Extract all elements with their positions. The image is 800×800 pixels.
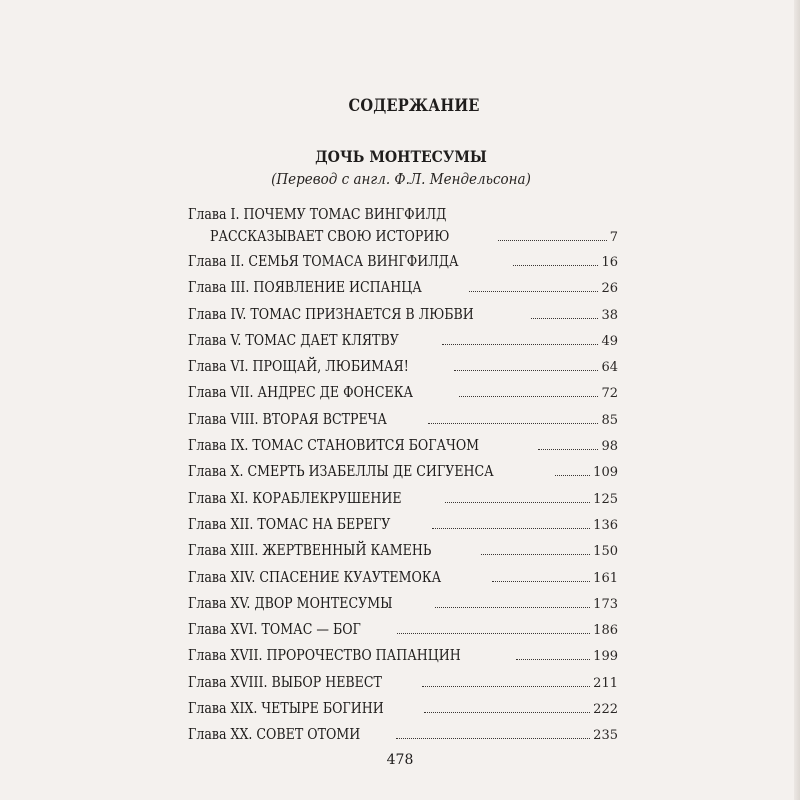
chapter-title: Глава IV. ТОМАС ПРИЗНАЕТСЯ В ЛЮБВИ: [188, 304, 474, 323]
chapter-page: 211: [593, 675, 618, 691]
chapter-title: Глава VI. ПРОЩАЙ, ЛЮБИМАЯ!: [188, 357, 409, 376]
chapter-title: Глава VIII. ВТОРАЯ ВСТРЕЧА: [188, 409, 387, 428]
translator-note: (Перевод с англ. Ф.Л. Мендельсона): [271, 170, 531, 188]
chapter-title: Глава XIX. ЧЕТЫРЕ БОГИНИ: [188, 699, 384, 718]
dot-leader: [442, 329, 598, 345]
toc-entry: [188, 511, 618, 537]
toc-entry: [188, 564, 618, 590]
work-title: ДОЧЬ МОНТЕСУМЫ: [315, 147, 487, 166]
chapter-title: Глава VII. АНДРЕС ДЕ ФОНСЕКА: [188, 383, 413, 402]
contents-heading: СОДЕРЖАНИЕ: [348, 96, 480, 116]
dot-leader: [424, 697, 590, 713]
dot-leader: [531, 303, 598, 319]
dot-leader: [445, 487, 590, 503]
page-edge-shadow: [794, 0, 800, 800]
dot-leader: [422, 671, 590, 687]
dot-leader: [538, 434, 599, 450]
chapter-page: 98: [601, 439, 618, 455]
page-number: 478: [386, 752, 414, 768]
chapter-title: Глава XVI. ТОМАС — БОГ: [188, 620, 361, 639]
chapter-title: Глава XI. КОРАБЛЕКРУШЕНИЕ: [188, 488, 402, 507]
toc-entry: [188, 458, 618, 484]
chapter-title-line1: Глава I. ПОЧЕМУ ТОМАС ВИНГФИЛД: [188, 205, 447, 223]
toc-entry: [188, 248, 618, 274]
chapter-page: 26: [601, 281, 618, 297]
chapter-title: Глава XVII. ПРОРОЧЕСТВО ПАПАНЦИН: [188, 646, 461, 665]
toc-entry: [188, 616, 618, 642]
chapter-title: Глава XX. СОВЕТ ОТОМИ: [188, 725, 361, 744]
toc-entry: [188, 301, 618, 327]
dot-leader: [516, 644, 591, 660]
dot-leader: [435, 592, 591, 608]
chapter-title: Глава XV. ДВОР МОНТЕСУМЫ: [188, 593, 393, 612]
chapter-page: 7: [609, 230, 618, 245]
chapter-page: 161: [593, 570, 618, 586]
chapter-page: 136: [593, 517, 618, 533]
toc-entry: [188, 406, 618, 432]
chapter-page: 49: [601, 333, 618, 349]
dot-leader: [492, 566, 590, 582]
toc-entry: [188, 642, 618, 668]
dot-leader: [428, 408, 599, 424]
chapter-title-line2: РАССКАЗЫВАЕТ СВОЮ ИСТОРИЮ: [210, 227, 450, 245]
chapter-page: 38: [601, 307, 618, 323]
chapter-page: 150: [593, 544, 618, 560]
dot-leader: [397, 618, 590, 634]
chapter-page: 16: [601, 255, 618, 270]
chapter-title: Глава XII. ТОМАС НА БЕРЕГУ: [188, 514, 391, 533]
toc-entry: [188, 590, 618, 616]
dot-leader: [459, 381, 599, 397]
chapter-page: 72: [601, 386, 618, 402]
dot-leader: [513, 250, 598, 266]
toc-entry: [188, 379, 618, 405]
chapter-page: 222: [593, 702, 618, 718]
chapter-page: 199: [593, 649, 618, 665]
table-of-contents: [188, 204, 618, 748]
dot-leader: [432, 513, 590, 529]
toc-entry: [188, 669, 618, 695]
dot-leader: [481, 539, 591, 555]
chapter-title: Глава V. ТОМАС ДАЕТ КЛЯТВУ: [188, 330, 399, 349]
chapter-page: 235: [593, 728, 618, 744]
chapter-title: Глава III. ПОЯВЛЕНИЕ ИСПАНЦА: [188, 278, 422, 297]
chapter-title: Глава XIV. СПАСЕНИЕ КУАУТЕМОКА: [188, 567, 442, 586]
toc-entry: [188, 695, 618, 721]
toc-entry: [188, 327, 618, 353]
dot-leader: [396, 723, 590, 739]
chapter-page: 64: [601, 360, 618, 376]
toc-entry: [188, 485, 618, 511]
chapter-title: Глава II. СЕМЬЯ ТОМАСА ВИНГФИЛДА: [188, 252, 459, 270]
chapter-page: 173: [593, 596, 618, 612]
dot-leader: [469, 276, 598, 292]
toc-entry: [188, 204, 618, 248]
chapter-title: Глава X. СМЕРТЬ ИЗАБЕЛЛЫ ДЕ СИГУЕНСА: [188, 462, 494, 481]
chapter-page: 85: [601, 412, 618, 428]
chapter-page: 125: [593, 491, 618, 507]
dot-leader: [498, 225, 607, 241]
toc-entry: [188, 432, 618, 458]
chapter-title: Глава IX. ТОМАС СТАНОВИТСЯ БОГАЧОМ: [188, 436, 480, 455]
dot-leader: [555, 460, 590, 476]
toc-entry: [188, 721, 618, 747]
chapter-title: Глава XVIII. ВЫБОР НЕВЕСТ: [188, 672, 382, 691]
toc-entry: [188, 274, 618, 300]
toc-entry: [188, 537, 618, 563]
dot-leader: [454, 355, 599, 371]
chapter-title: Глава XIII. ЖЕРТВЕННЫЙ КАМЕНЬ: [188, 541, 432, 560]
chapter-page: 186: [593, 623, 618, 639]
chapter-page: 109: [593, 465, 618, 481]
toc-entry: [188, 353, 618, 379]
